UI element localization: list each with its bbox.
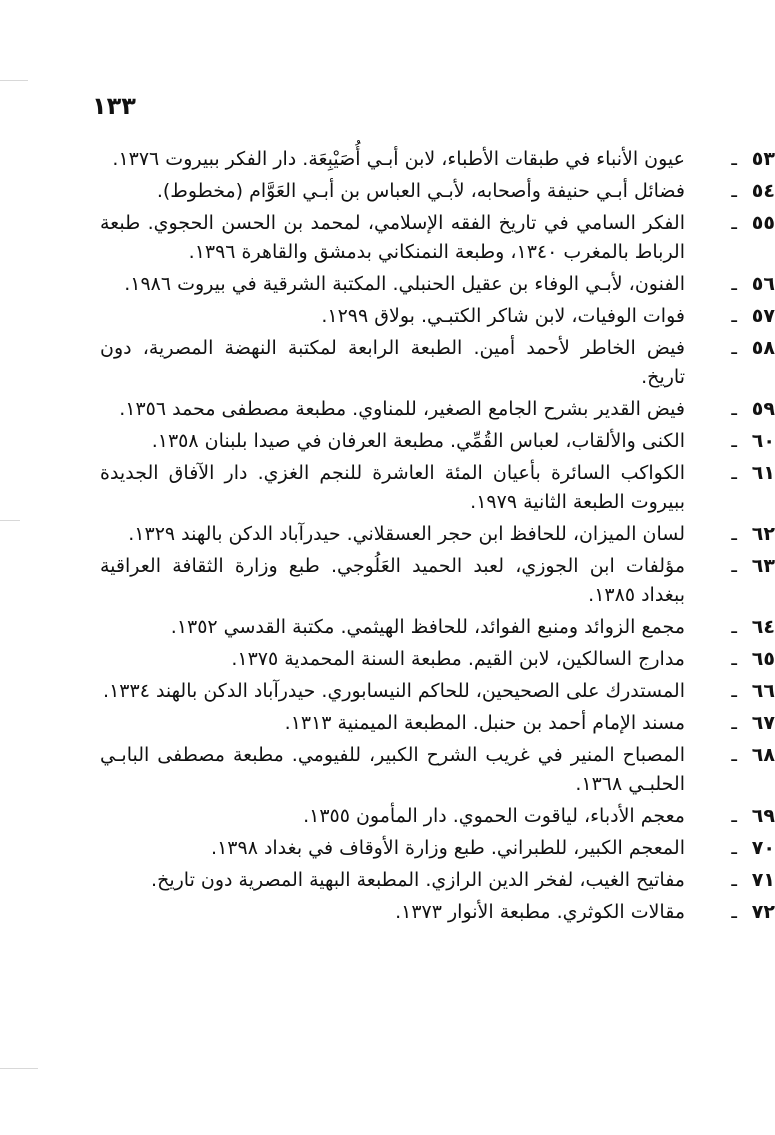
entry-dash: ـ [731,430,737,452]
entry-dash: ـ [731,805,737,827]
entry-dash: ـ [731,212,737,234]
list-item [100,209,775,267]
list-item [100,302,775,331]
entry-number: ٦٣ [751,555,775,577]
entry-dash: ـ [731,462,737,484]
entry-text: فضائل أبـي حنيفة وأصحابه، لأبـي العباس بن أبـي العَوَّام (مخطوط). [156,180,685,202]
entry-number: ٦٠ [751,430,775,452]
entry-text: معجم الأدباء، لياقوت الحموي. دار المأمون ١٣٥٥. [303,805,685,827]
entry-dash: ـ [731,305,737,327]
list-item [100,427,775,456]
list-item [100,395,775,424]
list-item [100,177,775,206]
entry-text: مدارج السالكين، لابن القيم. مطبعة السنة المحمدية ١٣٧٥. [231,648,685,670]
entry-dash: ـ [731,869,737,891]
entry-text: عيون الأنباء في طبقات الأطباء، لابن أبـي أُصَيْبِعَة. دار الفكر ببيروت ١٣٧٦. [112,148,685,170]
entry-number: ٥٣ [751,148,775,170]
entry-text: المصباح المنير في غريب الشرح الكبير، للفيومي. مطبعة مصطفى البابـي الحلبـي ١٣٦٨. [100,744,685,795]
entry-dash: ـ [731,555,737,577]
list-item [100,834,775,863]
entry-text: المعجم الكبير، للطبراني. طبع وزارة الأوقاف في بغداد ١٣٩٨. [211,837,685,859]
entry-text: مسند الإمام أحمد بن حنبل. المطبعة الميمنية ١٣١٣. [284,712,685,734]
list-item [100,334,775,392]
entry-text: المستدرك على الصحيحين، للحاكم النيسابوري. حيدرآباد الدكن بالهند ١٣٣٤. [103,680,685,702]
entry-number: ٥٥ [751,212,775,234]
entry-number: ٥٨ [751,337,775,359]
bibliography-list [100,145,775,930]
entry-number: ٦٨ [751,744,775,766]
entry-dash: ـ [731,148,737,170]
list-item [100,270,775,299]
entry-number: ٧٢ [751,901,775,923]
entry-number: ٦٧ [751,712,775,734]
entry-text: مقالات الكوثري. مطبعة الأنوار ١٣٧٣. [395,901,685,923]
entry-dash: ـ [731,337,737,359]
entry-dash: ـ [731,616,737,638]
entry-number: ٦٩ [751,805,775,827]
list-item [100,677,775,706]
list-item [100,645,775,674]
entry-dash: ـ [731,648,737,670]
entry-text: لسان الميزان، للحافظ ابن حجر العسقلاني. حيدرآباد الدكن بالهند ١٣٢٩. [128,523,685,545]
entry-number: ٧٠ [751,837,775,859]
entry-dash: ـ [731,901,737,923]
entry-text: الفكر السامي في تاريخ الفقه الإسلامي، لمحمد بن الحسن الحجوي. طبعة الرباط بالمغرب ١٣٤٠، وطبعة النمنكاني بدمشق والقاهرة ١٣٩٦. [100,212,685,263]
entry-dash: ـ [731,837,737,859]
entry-text: مفاتيح الغيب، لفخر الدين الرازي. المطبعة البهية المصرية دون تاريخ. [151,869,685,891]
page-number: ١٣٣ [92,92,136,120]
entry-text: مؤلفات ابن الجوزي، لعبد الحميد العَلُوجي. طبع وزارة الثقافة العراقية ببغداد ١٣٨٥. [100,555,685,606]
scan-mark [0,520,20,521]
entry-dash: ـ [731,273,737,295]
entry-text: فيض القدير بشرح الجامع الصغير، للمناوي. مطبعة مصطفى محمد ١٣٥٦. [119,398,685,420]
entry-number: ٦٦ [751,680,775,702]
list-item [100,866,775,895]
list-item [100,145,775,174]
entry-number: ٥٩ [751,398,775,420]
list-item [100,898,775,927]
entry-dash: ـ [731,398,737,420]
entry-number: ٥٦ [751,273,775,295]
scan-mark [0,80,28,81]
entry-dash: ـ [731,712,737,734]
entry-number: ٦٥ [751,648,775,670]
list-item [100,520,775,549]
entry-dash: ـ [731,680,737,702]
entry-number: ٦٤ [751,616,775,638]
entry-text: الكواكب السائرة بأعيان المئة العاشرة للنجم الغزي. دار الآفاق الجديدة ببيروت الطبعة الثانية ١٩٧٩. [100,462,685,513]
entry-number: ٥٧ [751,305,775,327]
list-item [100,552,775,610]
entry-number: ٥٤ [751,180,775,202]
entry-dash: ـ [731,744,737,766]
list-item [100,459,775,517]
entry-text: الفنون، لأبـي الوفاء بن عقيل الحنبلي. المكتبة الشرقية في بيروت ١٩٨٦. [124,273,685,295]
scan-mark [0,1068,38,1069]
entry-text: فيض الخاطر لأحمد أمين. الطبعة الرابعة لمكتبة النهضة المصرية، دون تاريخ. [100,337,685,388]
entry-number: ٧١ [751,869,775,891]
entry-text: مجمع الزوائد ومنبع الفوائد، للحافظ الهيثمي. مكتبة القدسي ١٣٥٢. [170,616,685,638]
list-item [100,613,775,642]
entry-dash: ـ [731,523,737,545]
entry-number: ٦٢ [751,523,775,545]
list-item [100,802,775,831]
entry-text: فوات الوفيات، لابن شاكر الكتبـي. بولاق ١٢٩٩. [321,305,685,327]
list-item [100,741,775,799]
entry-dash: ـ [731,180,737,202]
entry-number: ٦١ [751,462,775,484]
entry-text: الكنى والألقاب، لعباس القُمِّي. مطبعة العرفان في صيدا بلبنان ١٣٥٨. [151,430,685,452]
list-item [100,709,775,738]
